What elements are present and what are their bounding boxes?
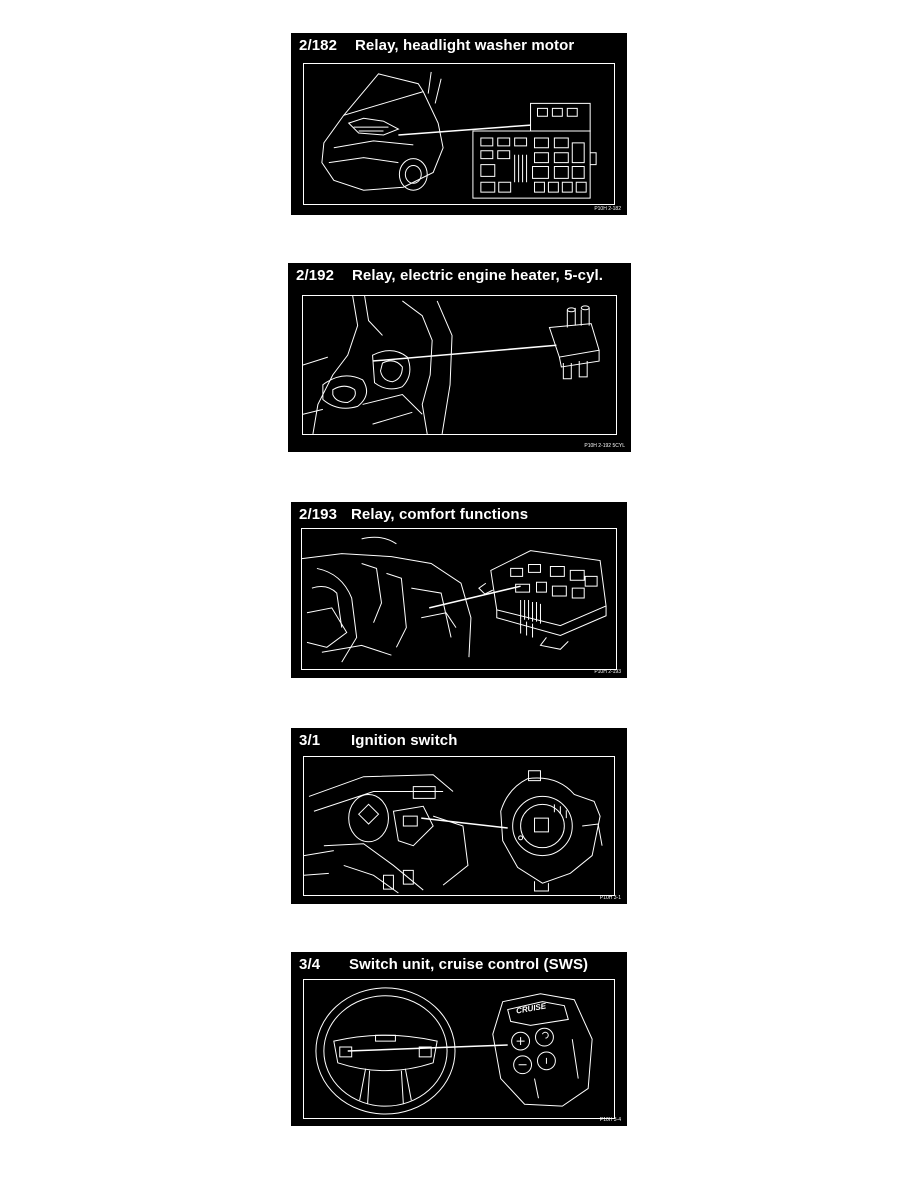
component-number: 3/4: [299, 956, 321, 973]
cruise-button-label: CRUISE: [515, 1001, 547, 1016]
illustration-frame: [301, 528, 617, 670]
figure-code: P10H 3-4: [599, 1117, 621, 1123]
component-card-2-193: [291, 502, 627, 678]
figure-code: P10H 2-192 5CYL: [584, 443, 625, 449]
comfort-functions-relay-illustration: [302, 529, 616, 669]
ignition-switch-illustration: [304, 757, 614, 895]
component-card-3-1: [291, 728, 627, 904]
card-header: [299, 506, 528, 523]
figure-code: P10H 2-182: [594, 206, 621, 212]
component-title: Switch unit, cruise control (SWS): [349, 956, 589, 973]
component-card-2-192: [288, 263, 631, 452]
component-title: Relay, comfort functions: [351, 506, 529, 523]
component-number: 2/192: [296, 267, 335, 284]
illustration-frame: [303, 756, 615, 896]
cruise-control-switch-illustration: [304, 980, 614, 1118]
figure-code: P10H 2-193: [594, 669, 621, 675]
component-title: Ignition switch: [351, 732, 458, 749]
engine-heater-relay-illustration: [303, 296, 616, 434]
card-header: [299, 732, 458, 749]
component-card-3-4: [291, 952, 627, 1126]
component-number: 3/1: [299, 732, 321, 749]
component-title: Relay, headlight washer motor: [355, 37, 575, 54]
component-number: 2/182: [299, 37, 338, 54]
card-header: [299, 37, 574, 54]
figure-code: P10H 3-1: [599, 895, 621, 901]
component-number: 2/193: [299, 506, 338, 523]
headlight-washer-relay-illustration: [304, 64, 614, 204]
illustration-frame: [303, 63, 615, 205]
card-header: [299, 956, 588, 973]
illustration-frame: [303, 979, 615, 1119]
component-title: Relay, electric engine heater, 5-cyl.: [352, 267, 604, 284]
card-header: [296, 267, 603, 284]
illustration-frame: [302, 295, 617, 435]
component-card-2-182: [291, 33, 627, 215]
